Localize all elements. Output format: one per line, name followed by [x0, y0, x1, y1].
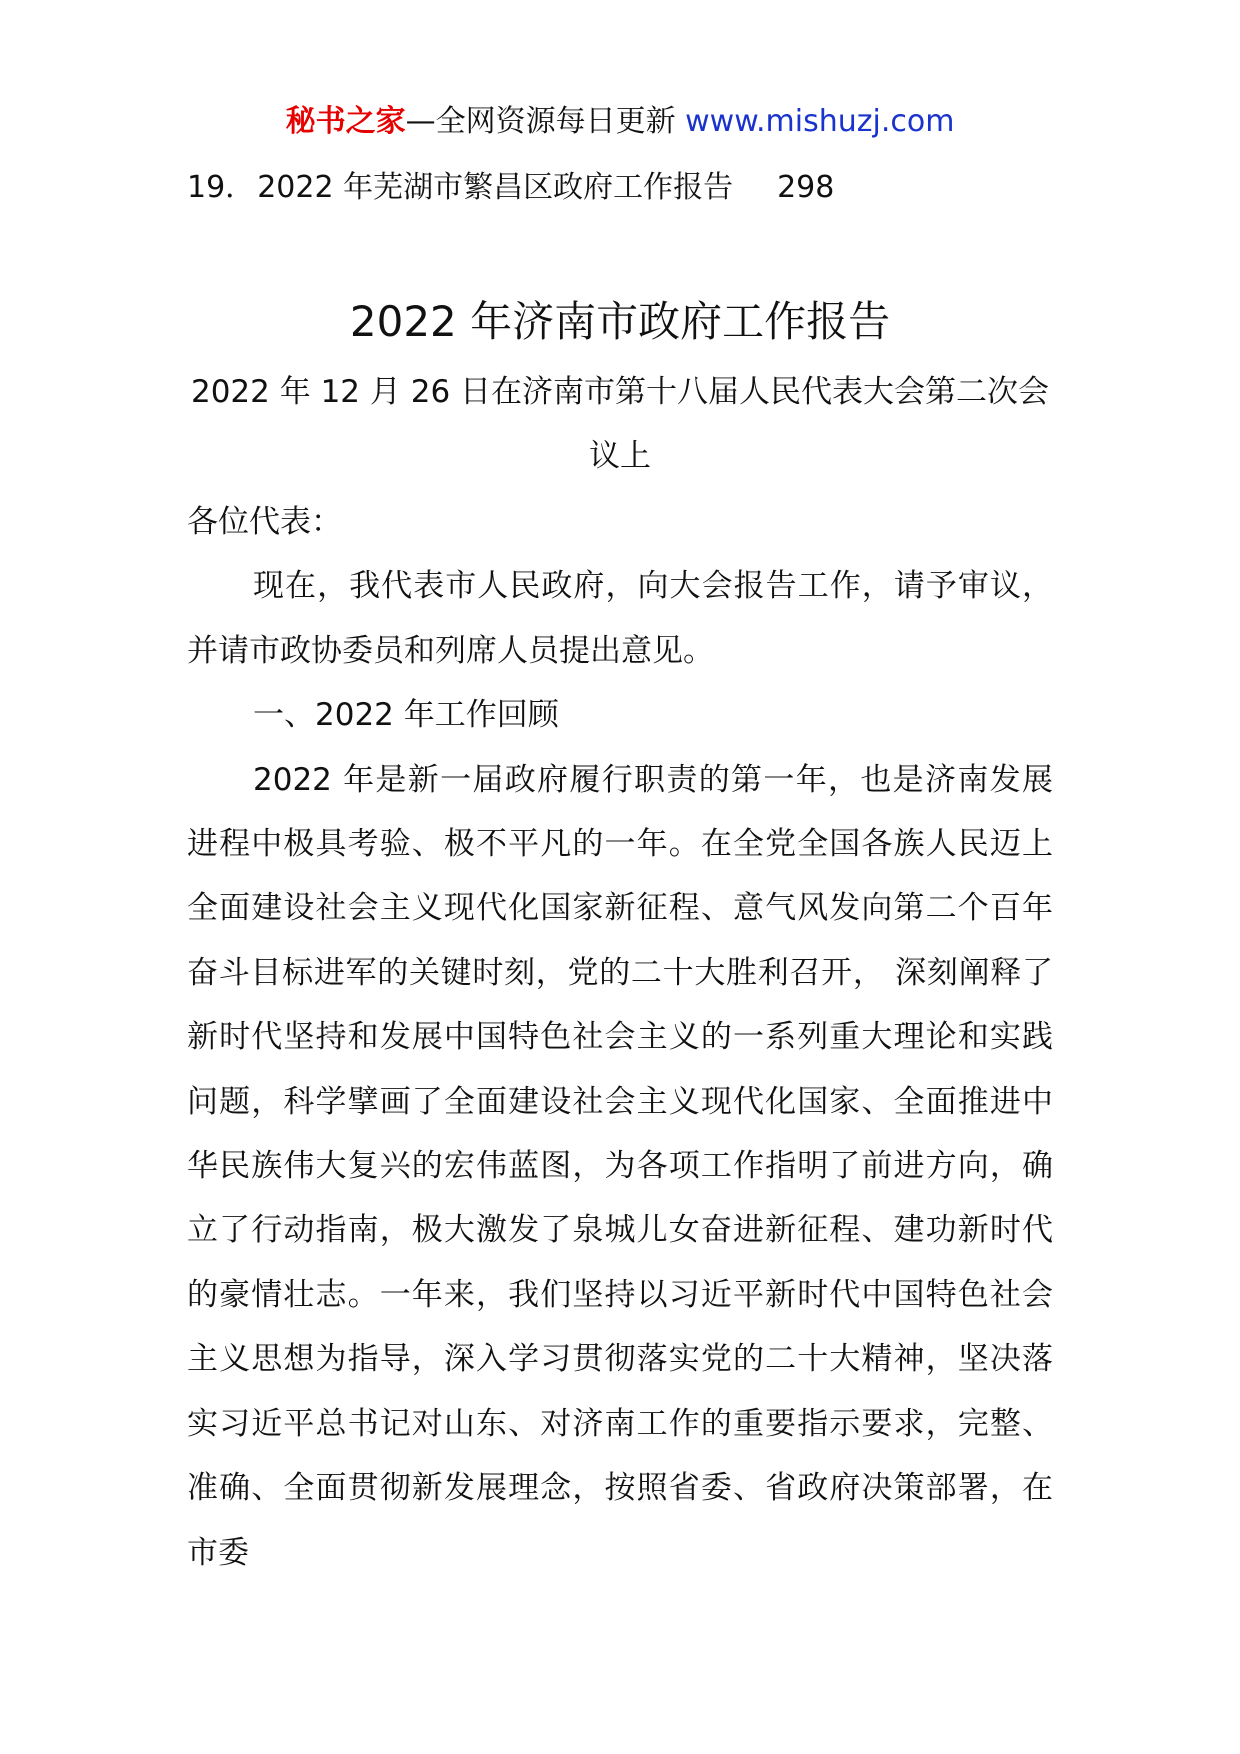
toc-page-number: 298 [777, 170, 835, 205]
body-paragraph: 现在，我代表市人民政府，向大会报告工作，请予审议，并请市政协委员和列席人员提出意见。 [187, 568, 1053, 669]
document-title: 2022 年济南市政府工作报告 [349, 297, 891, 346]
salutation: 各位代表： [187, 504, 342, 540]
section-heading: 一、2022 年工作回顾 [253, 697, 559, 734]
site-header [0, 102, 1240, 142]
toc-text: 2022 年芜湖市繁昌区政府工作报告 [257, 170, 734, 205]
document-body [187, 490, 1053, 1585]
brand-name: 秘书之家 [285, 104, 406, 139]
site-url-link[interactable]: www.mishuzj.com [685, 104, 955, 139]
header-tagline: —全网资源每日更新 [405, 104, 676, 139]
body-paragraph: 2022 年是新一届政府履行职责的第一年，也是济南发展进程中极具考验、极不平凡的一年。在全党全国各族人民迈上全面建设社会主义现代化国家新征程、意气风发向第二个百年奋斗目标进军的关键时刻，党的二十大胜利召开， 深刻阐释了新时代坚持和发展中国特色社会主义的一系列重大理论和实践问题，科学擘画了全面建设社会主义现代化国家、全面推进中华民族伟大复兴的宏伟蓝图，为各项工作指明了前进方向，确立了行动指南，极大激发了泉城儿女奋进新征程、建功新时代的豪情壮志。一年来，我们坚持以习近平新时代中国特色社会主义思想为指导，深入学习贯彻落实党的二十大精神，坚决落实习近平总书记对山东、对济南工作的重要指示要求，完整、准确、全面贯彻新发展理念，按照省委、省政府决策部署，在市委 [187, 761, 1053, 1571]
toc-entry[interactable] [187, 168, 834, 208]
document-subtitle: 2022 年 12 月 26 日在济南市第十八届人民代表大会第二次会议上 [190, 374, 1050, 474]
toc-number: 19． [187, 170, 256, 205]
